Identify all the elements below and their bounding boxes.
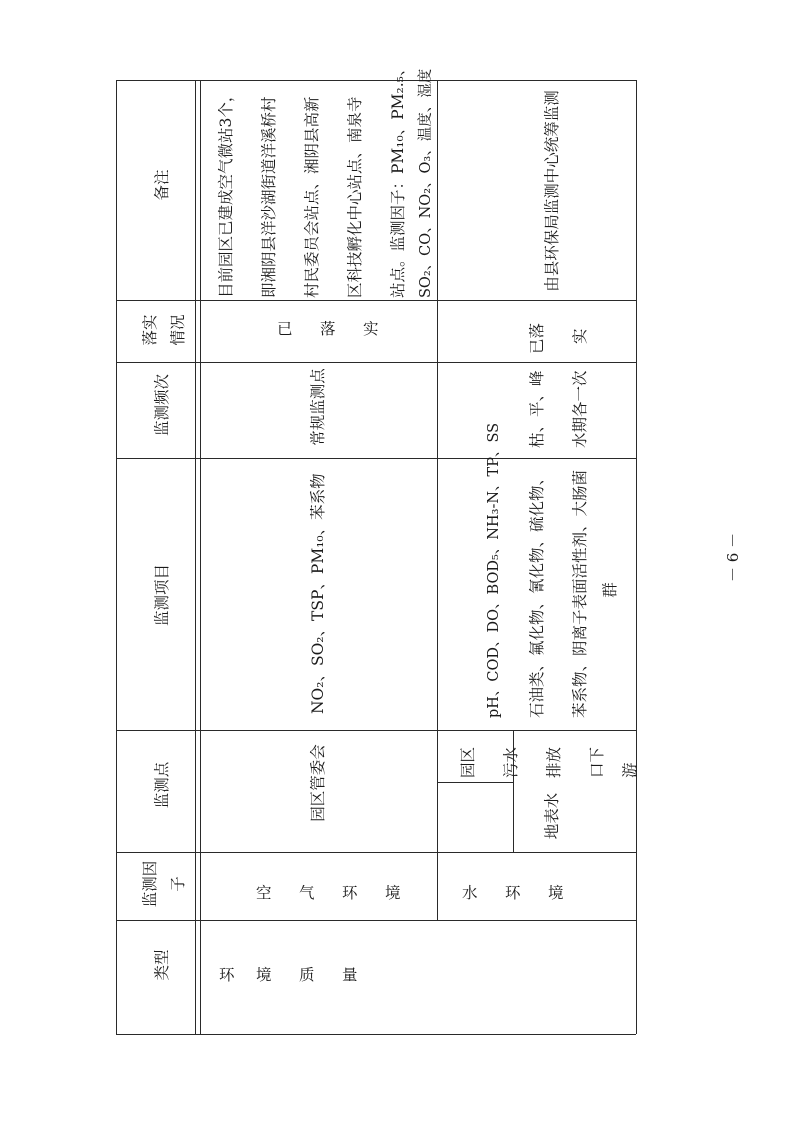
air-remarks-line-2: 即湘阴县洋沙湖街道洋溪桥村 <box>260 96 278 298</box>
water-frequency-line-1: 枯、平、峰 <box>528 370 546 448</box>
water-point-line-3: 排放 <box>545 746 563 778</box>
table-line-air-water <box>437 80 438 920</box>
air-factor-char-2: 气 <box>299 884 315 902</box>
air-status-char-2: 落 <box>320 320 336 338</box>
col-sep-remarks <box>116 300 636 301</box>
water-factor-char-1: 水 <box>462 884 478 902</box>
header-factor-2: 子 <box>169 876 187 892</box>
table-line-header <box>200 80 201 1034</box>
water-frequency-line-2: 水期各一次 <box>571 370 589 448</box>
water-point-line-1: 园区 <box>459 746 477 778</box>
air-remarks-line-3: 村民委员会站点、湘阴县高新 <box>303 96 321 298</box>
water-factor-char-3: 境 <box>548 884 564 902</box>
water-items-line-3: 苯系物、阴离子表面活性剂、大肠菌 <box>571 469 589 718</box>
water-items-line-4: 群 <box>601 582 619 598</box>
air-remarks-line-1: 目前园区已建成空气微站3个， <box>217 86 235 298</box>
table-line-bottom <box>116 1034 636 1035</box>
air-items: NO₂、SO₂、TSP、PM₁₀、苯系物 <box>309 473 327 714</box>
header-point: 监测点 <box>153 761 171 809</box>
water-point-line-4: 口下 <box>588 746 606 778</box>
header-items: 监测项目 <box>153 564 171 627</box>
header-frequency: 监测频次 <box>153 374 171 437</box>
air-frequency: 常规监测点 <box>309 368 327 446</box>
water-remarks: 由县环保局监测中心统筹监测 <box>543 90 561 292</box>
air-remarks-line-4: 区科技孵化中心站点、南泉寺 <box>346 96 364 298</box>
category-char-3: 质 <box>299 966 315 984</box>
table-line-left <box>116 80 117 1034</box>
col-sep-point <box>116 852 636 853</box>
category-char-2: 境 <box>256 966 272 984</box>
category-char-1: 环 <box>219 966 235 984</box>
col-sep-frequency <box>116 458 636 459</box>
water-status-line-2: 实 <box>571 328 589 344</box>
header-factor-1: 监测因 <box>141 860 159 908</box>
table-line-right <box>636 80 637 1034</box>
water-factor-char-2: 环 <box>505 884 521 902</box>
header-status-1: 落实 <box>141 314 159 346</box>
air-remarks-line-5: 站点。监测因子：PM₁₀、PM₂.₅、 <box>389 60 407 298</box>
water-point-surface: 地表水 <box>543 792 561 840</box>
water-point-split <box>437 782 513 783</box>
air-point: 园区管委会 <box>309 744 327 822</box>
water-point-line-5: 游 <box>621 762 639 778</box>
header-type: 类型 <box>153 949 171 981</box>
page-number: － 6 － <box>724 532 742 582</box>
water-items-line-2: 石油类、氟化物、氰化物、硫化物、 <box>528 469 546 718</box>
col-sep-factor <box>116 920 636 921</box>
air-factor-char-1: 空 <box>256 884 272 902</box>
water-point-line-2: 污水 <box>502 746 520 778</box>
air-factor-char-4: 境 <box>385 884 401 902</box>
table-line-top <box>116 80 636 81</box>
water-status-line-1: 已落 <box>528 322 546 354</box>
air-factor-char-3: 环 <box>342 884 358 902</box>
air-remarks-line-6: SO₂、CO、NO₂、O₃、温度、湿度 <box>418 68 434 298</box>
col-sep-items <box>116 730 636 731</box>
category-char-4: 量 <box>342 966 358 984</box>
header-remarks: 备注 <box>153 169 171 201</box>
air-status-char-1: 已 <box>277 320 293 338</box>
col-sep-status <box>116 362 636 363</box>
air-status-char-3: 实 <box>363 320 379 338</box>
water-items-line-1: pH、COD、DO、BOD₅、NH₃-N、TP、SS <box>486 422 502 718</box>
table-line-header-b <box>195 80 196 1034</box>
header-status-2: 情况 <box>169 314 187 346</box>
